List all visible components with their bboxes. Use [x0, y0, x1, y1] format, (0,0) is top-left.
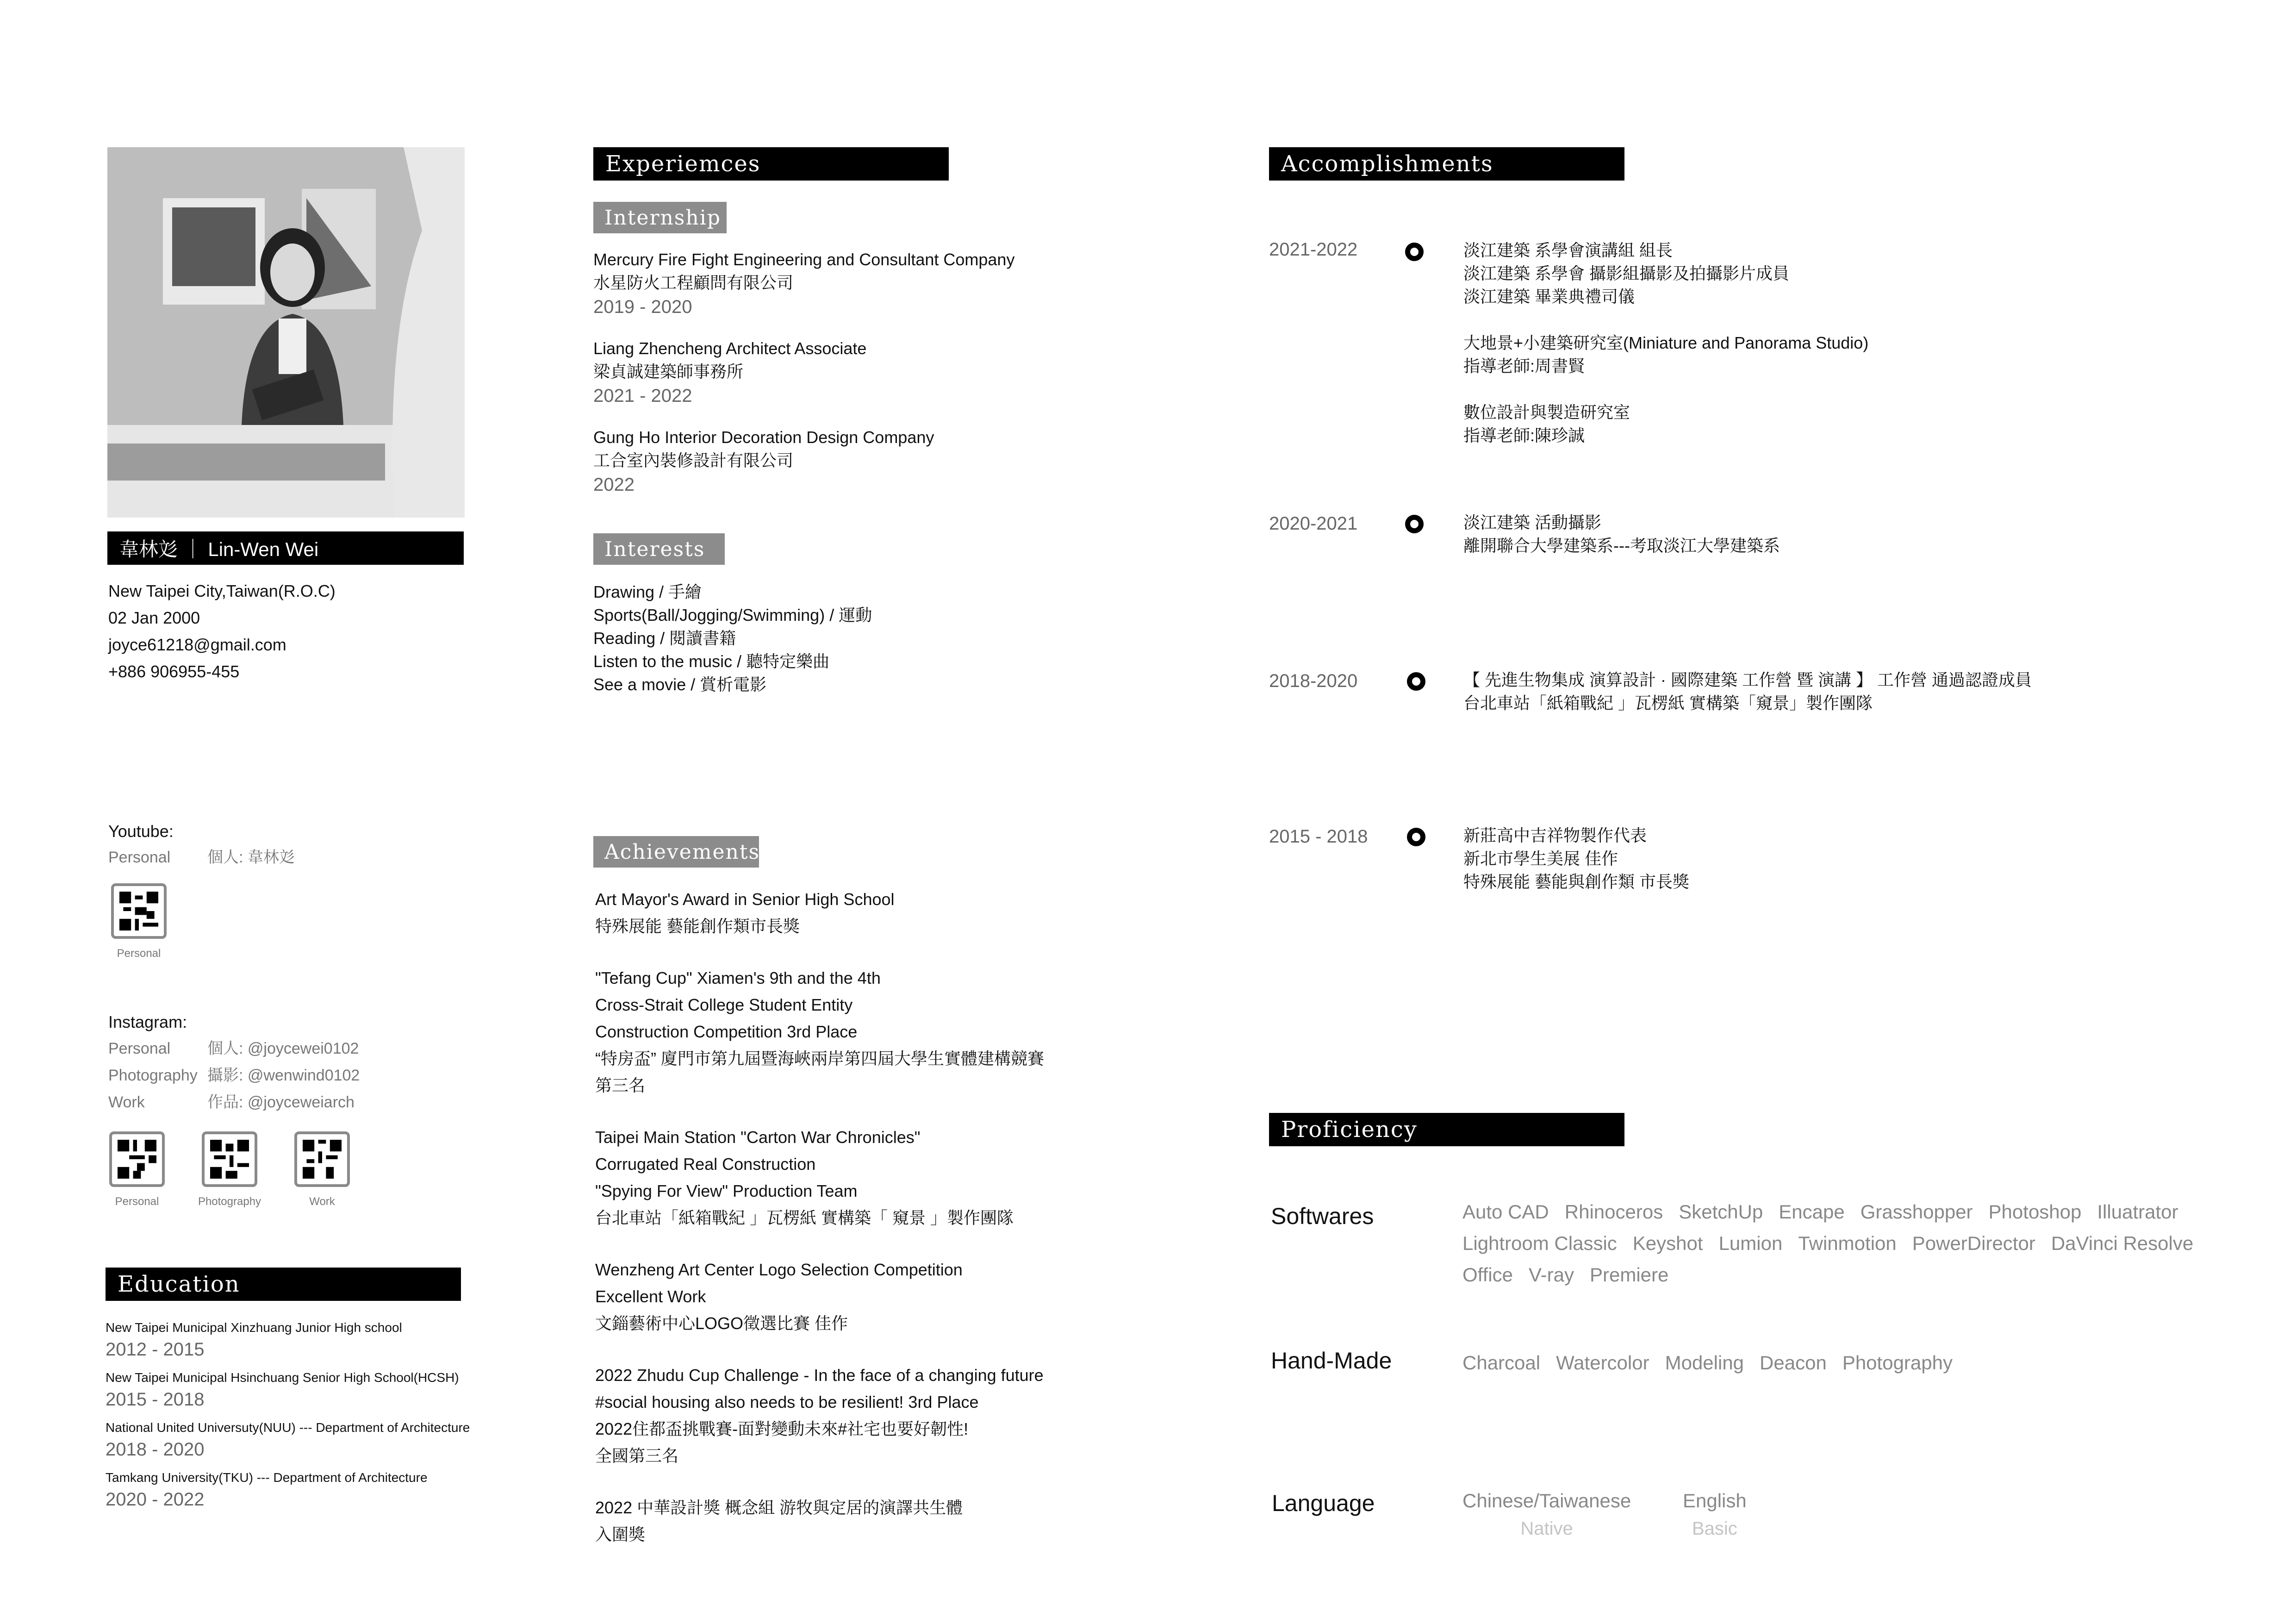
achievement-line: 入圍獎 — [595, 1525, 646, 1544]
youtube-row — [108, 844, 295, 870]
education-list — [106, 1318, 470, 1512]
accomplishment-line: 數位設計與製造研究室 — [1463, 403, 1630, 422]
software-item: Auto CAD — [1462, 1201, 1549, 1223]
language-level: Basic — [1692, 1518, 1737, 1539]
internship-company-en: Liang Zhencheng Architect Associate — [593, 339, 867, 358]
achievement-line: "Spying For View" Production Team — [595, 1181, 858, 1200]
location: New Taipei City,Taiwan(R.O.C) — [108, 581, 336, 600]
software-item: DaVinci Resolve — [2051, 1232, 2194, 1254]
youtube-row-label: Personal — [108, 849, 171, 866]
accomplishment-lines — [1463, 511, 1780, 557]
internship-company-en: Mercury Fire Fight Engineering and Consultant Company — [593, 250, 1015, 269]
software-item: SketchUp — [1679, 1201, 1763, 1223]
softwares-row — [1462, 1196, 2209, 1228]
handmade-item: Modeling — [1665, 1352, 1744, 1374]
accomplishment-lines — [1463, 239, 1868, 447]
internship-item — [593, 248, 1014, 319]
software-item: Office — [1462, 1264, 1513, 1286]
instagram-qr-caption: Photography — [198, 1195, 261, 1208]
software-item: V-ray — [1528, 1264, 1574, 1286]
accomplishment-years: 2020-2021 — [1269, 513, 1358, 534]
accomplishment-lines — [1463, 824, 1689, 893]
achievements-title: Achievements — [593, 836, 759, 868]
instagram-row-label: Work — [108, 1093, 145, 1111]
instagram-row — [108, 1035, 360, 1062]
interest-item: See a movie / 賞析電影 — [593, 675, 767, 694]
language-item — [1462, 1490, 1631, 1539]
achievement-line: Corrugated Real Construction — [595, 1155, 816, 1174]
software-item: Illuatrator — [2097, 1201, 2178, 1223]
instagram-qr-personal[interactable] — [109, 1131, 165, 1187]
instagram-row — [108, 1089, 360, 1116]
education-item — [106, 1318, 470, 1362]
interest-item: Drawing / 手繪 — [593, 582, 702, 601]
education-item — [106, 1468, 470, 1512]
qr-code-icon[interactable] — [109, 1131, 165, 1187]
accomplishment-line: 特殊展能 藝能與創作類 市長獎 — [1463, 872, 1690, 891]
timeline-dot-icon — [1405, 515, 1424, 533]
software-item: Grasshopper — [1860, 1201, 1973, 1223]
software-item: Encape — [1779, 1201, 1845, 1223]
internship-years: 2019 - 2020 — [593, 297, 692, 317]
internship-years: 2022 — [593, 475, 635, 495]
accomplishment-line: 新莊高中吉祥物製作代表 — [1463, 826, 1647, 845]
language-label: Language — [1272, 1490, 1375, 1516]
instagram-row-label: Personal — [108, 1040, 171, 1057]
software-item: Rhinoceros — [1564, 1201, 1663, 1223]
accomplishment-years: 2018-2020 — [1269, 671, 1358, 691]
accomplishment-line: 淡江建築 活動攝影 — [1463, 513, 1602, 532]
language-name: English — [1683, 1490, 1747, 1512]
handmade-item: Photography — [1842, 1352, 1953, 1374]
achievement-group — [595, 1362, 1044, 1469]
interest-item: Sports(Ball/Jogging/Swimming) / 運動 — [593, 606, 872, 625]
education-item — [106, 1418, 470, 1462]
achievement-line: #social housing also needs to be resilient! 3rd Place — [595, 1393, 979, 1412]
software-item: Lightroom Classic — [1462, 1232, 1617, 1254]
internship-company-zh: 梁貞誠建築師事務所 — [593, 362, 744, 381]
education-years: 2020 - 2022 — [106, 1489, 205, 1510]
interest-item: Reading / 閱讀書籍 — [593, 629, 736, 648]
youtube-qr-caption: Personal — [117, 947, 161, 960]
software-item: Lumion — [1718, 1232, 1783, 1254]
software-item: PowerDirector — [1912, 1232, 2035, 1254]
accomplishment-spacer — [1463, 308, 1868, 331]
internship-item — [593, 337, 1014, 408]
accomplishment-line: 大地景+小建築研究室(Miniature and Panorama Studio) — [1463, 333, 1869, 352]
interests-list — [593, 581, 872, 696]
accomplishments-title: Accomplishments — [1269, 147, 1624, 181]
softwares-row — [1462, 1228, 2209, 1259]
achievement-line: 2022 Zhudu Cup Challenge - In the face of a changing future — [595, 1366, 1044, 1385]
achievement-line: 第三名 — [595, 1076, 646, 1095]
achievement-line: Art Mayor's Award in Senior High School — [595, 890, 895, 909]
softwares-list — [1462, 1196, 2209, 1291]
timeline-dot-icon — [1405, 243, 1424, 261]
language-level: Native — [1520, 1518, 1573, 1539]
handmade-item: Watercolor — [1556, 1352, 1649, 1374]
instagram-row-label: Photography — [108, 1067, 198, 1084]
youtube-row-value[interactable]: 個人: 韋林彣 — [207, 849, 295, 866]
software-item: Twinmotion — [1798, 1232, 1897, 1254]
achievement-line: Taipei Main Station "Carton War Chronicles" — [595, 1128, 921, 1147]
achievement-group — [595, 965, 1044, 1099]
instagram-qr-photography[interactable] — [202, 1131, 257, 1187]
accomplishment-line: 新北市學生美展 佳作 — [1463, 849, 1618, 868]
accomplishment-line: 淡江建築 系學會演講組 組長 — [1463, 241, 1673, 260]
internship-company-en: Gung Ho Interior Decoration Design Company — [593, 428, 934, 447]
interest-item: Listen to the music / 聽特定樂曲 — [593, 652, 830, 671]
achievement-line: 全國第三名 — [595, 1446, 679, 1465]
education-title: Education — [106, 1268, 461, 1301]
achievement-line: Cross-Strait College Student Entity — [595, 995, 853, 1014]
accomplishment-years: 2015 - 2018 — [1269, 826, 1368, 847]
handmade-list — [1462, 1347, 1968, 1379]
education-years: 2012 - 2015 — [106, 1339, 205, 1360]
education-years: 2015 - 2018 — [106, 1389, 205, 1410]
education-school: New Taipei Municipal Xinzhuang Junior High school — [106, 1320, 402, 1335]
education-school: New Taipei Municipal Hsinchuang Senior High School(HCSH) — [106, 1370, 459, 1385]
email[interactable]: joyce61218@gmail.com — [108, 635, 286, 654]
achievement-line: “特房盃” 廈門市第九屆暨海峽兩岸第四屆大學生實體建構競賽 — [595, 1049, 1044, 1068]
achievement-line: 台北車站「紙箱戰紀 」瓦楞紙 實構築「 窺景 」製作團隊 — [595, 1208, 1014, 1227]
internship-years: 2021 - 2022 — [593, 386, 692, 406]
achievement-group — [595, 1256, 1044, 1337]
softwares-label: Softwares — [1271, 1203, 1374, 1229]
instagram-qr-caption: Work — [309, 1195, 335, 1208]
internship-item — [593, 426, 1014, 497]
achievement-line: Wenzheng Art Center Logo Selection Competition — [595, 1260, 963, 1279]
education-years: 2018 - 2020 — [106, 1439, 205, 1460]
qr-code-icon[interactable] — [111, 883, 167, 939]
accomplishment-line: 離開聯合大學建築系---考取淡江大學建築系 — [1463, 536, 1780, 555]
instagram-heading: Instagram: — [108, 1012, 187, 1031]
experiences-title: Experiemces — [593, 147, 949, 181]
education-school: National United Universuty(NUU) --- Department of Architecture — [106, 1420, 470, 1435]
birthday: 02 Jan 2000 — [108, 608, 200, 627]
internship-company-zh: 工合室內裝修設計有限公司 — [593, 451, 794, 470]
education-item — [106, 1368, 470, 1412]
language-name: Chinese/Taiwanese — [1462, 1490, 1631, 1512]
qr-code-icon[interactable] — [294, 1131, 350, 1187]
instagram-row-value[interactable]: 個人: @joycewei0102 — [207, 1040, 359, 1057]
software-item: Photoshop — [1988, 1201, 2082, 1223]
achievements-list — [595, 886, 1044, 1548]
profile-photo — [107, 147, 465, 518]
accomplishment-spacer — [1463, 378, 1868, 401]
achievement-line: 2022住都盃挑戰賽-面對變動未來#社宅也要好韌性! — [595, 1419, 969, 1438]
accomplishment-line: 指導老師:周書賢 — [1463, 356, 1585, 375]
instagram-row-value[interactable]: 作品: @joyceweiarch — [207, 1093, 355, 1111]
timeline-dot-icon — [1407, 672, 1425, 691]
accomplishment-line: 指導老師:陳珍誠 — [1463, 426, 1585, 445]
internship-title: Internship — [593, 202, 727, 233]
achievement-line: "Tefang Cup" Xiamen's 9th and the 4th — [595, 968, 881, 987]
accomplishment-line: 台北車站「紙箱戰紀 」瓦楞紙 實構築「窺景」製作團隊 — [1463, 693, 1873, 712]
youtube-qr[interactable] — [111, 883, 167, 939]
photo-illustration — [107, 147, 465, 518]
interests-title: Interests — [593, 533, 725, 565]
instagram-section — [108, 1009, 360, 1116]
name-text: 韋林彣 ｜ Lin-Wen Wei — [119, 538, 319, 560]
contact-info — [108, 578, 336, 685]
handmade-label: Hand-Made — [1271, 1348, 1392, 1374]
achievement-line: 特殊展能 藝能創作類市長獎 — [595, 917, 800, 936]
education-school: Tamkang University(TKU) --- Department of Architecture — [106, 1470, 428, 1485]
name-bar — [107, 531, 464, 565]
accomplishment-lines — [1463, 668, 2032, 715]
internship-company-zh: 水星防火工程顧問有限公司 — [593, 273, 794, 292]
instagram-qr-work[interactable] — [294, 1131, 350, 1187]
achievement-line: 2022 中華設計獎 概念組 游牧與定居的演譯共生體 — [595, 1498, 963, 1517]
handmade-item: Charcoal — [1462, 1352, 1541, 1374]
instagram-row-value[interactable]: 攝影: @wenwind0102 — [207, 1067, 360, 1084]
softwares-row — [1462, 1259, 2209, 1291]
qr-code-icon[interactable] — [202, 1131, 257, 1187]
youtube-section — [108, 818, 295, 870]
internship-list — [593, 248, 1014, 497]
achievement-line: Construction Competition 3rd Place — [595, 1022, 858, 1041]
proficiency-title: Proficiency — [1269, 1113, 1624, 1146]
achievement-line: 文錙藝術中心LOGO徵選比賽 佳作 — [595, 1314, 848, 1333]
achievement-group — [595, 1124, 1044, 1231]
achievement-group — [595, 1494, 1044, 1548]
achievement-line: Excellent Work — [595, 1287, 706, 1306]
instagram-row — [108, 1062, 360, 1089]
language-item — [1683, 1490, 1747, 1539]
instagram-qr-caption: Personal — [115, 1195, 159, 1208]
accomplishment-line: 淡江建築 系學會 攝影組攝影及拍攝影片成員 — [1463, 264, 1790, 283]
software-item: Premiere — [1589, 1264, 1669, 1286]
accomplishment-years: 2021-2022 — [1269, 239, 1358, 260]
handmade-item: Deacon — [1760, 1352, 1827, 1374]
timeline-dot-icon — [1407, 828, 1425, 846]
achievement-group — [595, 886, 1044, 940]
software-item: Keyshot — [1632, 1232, 1703, 1254]
accomplishment-line: 淡江建築 畢業典禮司儀 — [1463, 287, 1635, 306]
phone[interactable]: +886 906955-455 — [108, 662, 240, 681]
youtube-heading: Youtube: — [108, 822, 174, 841]
accomplishment-line: 【 先進生物集成 演算設計 · 國際建築 工作營 暨 演講 】 工作營 通過認證成員 — [1463, 670, 2032, 689]
